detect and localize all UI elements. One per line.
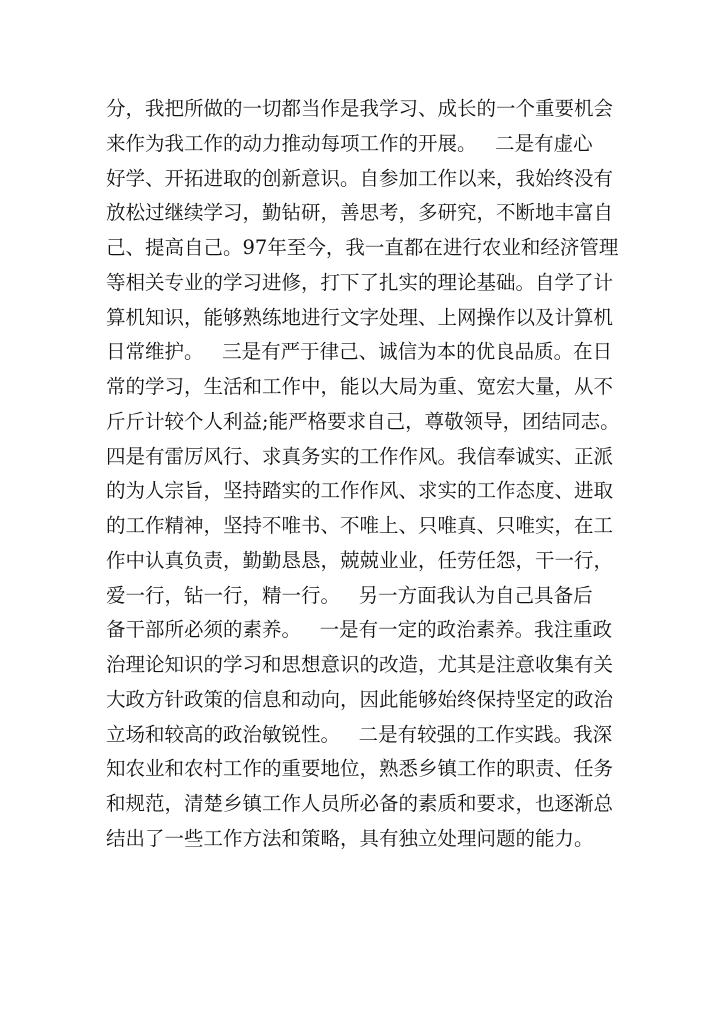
- text-line: 斤斤计较个人利益;能严格要求自己，尊敬领导，团结同志。: [106, 409, 620, 433]
- text-line: 放松过继续学习，勤钻研，善思考，多研究，不断地丰富自: [106, 201, 614, 225]
- text-line: 治理论知识的学习和思想意识的改造，尤其是注意收集有关: [106, 653, 614, 676]
- text-line: 立场和较高的政治敏锐性。 二是有较强的工作实践。我深: [106, 722, 613, 746]
- text-line: 和规范，清楚乡镇工作人员所必备的素质和要求，也逐渐总: [106, 792, 614, 815]
- text-line: 爱一行，钻一行，精一行。 另一方面我认为自己具备后: [106, 583, 593, 607]
- text-line: 的工作精神，坚持不唯书、不唯上、只唯真、只唯实，在工: [106, 514, 614, 537]
- text-line: 大政方针政策的信息和动向，因此能够始终保持坚定的政治: [106, 687, 614, 711]
- text-line: 好学、开拓进取的创新意识。自参加工作以来，我始终没有: [106, 166, 614, 190]
- text-line: 结出了一些工作方法和策略，具有独立处理问题的能力。: [106, 826, 594, 850]
- text-line: 备干部所必须的素养。 一是有一定的政治素养。我注重政: [106, 618, 613, 642]
- text-line: 日常维护。 三是有严于律己、诚信为本的优良品质。在日: [106, 340, 613, 364]
- text-line: 等相关专业的学习进修，打下了扎实的理论基础。自学了计: [106, 270, 614, 294]
- text-line: 算机知识，能够熟练地进行文字处理、上网操作以及计算机: [106, 305, 614, 329]
- body-text: [106, 92, 620, 857]
- text-line: 的为人宗旨，坚持踏实的工作作风、求实的工作态度、进取: [106, 479, 614, 503]
- text-line: 己、提高自己。97年至今，我一直都在进行农业和经济管理: [106, 236, 619, 259]
- text-line: 分，我把所做的一切都当作是我学习、成长的一个重要机会: [106, 97, 614, 120]
- text-line: 知农业和农村工作的重要地位，熟悉乡镇工作的职责、任务: [106, 757, 614, 781]
- text-line: 常的学习，生活和工作中，能以大局为重、宽宏大量，从不: [106, 375, 614, 398]
- text-line: 四是有雷厉风行、求真务实的工作作风。我信奉诚实、正派: [106, 444, 614, 468]
- text-line: 作中认真负责，勤勤恳恳，兢兢业业，任劳任怨，干一行，: [106, 548, 614, 572]
- text-line: 来作为我工作的动力推动每项工作的开展。 二是有虚心: [106, 131, 593, 155]
